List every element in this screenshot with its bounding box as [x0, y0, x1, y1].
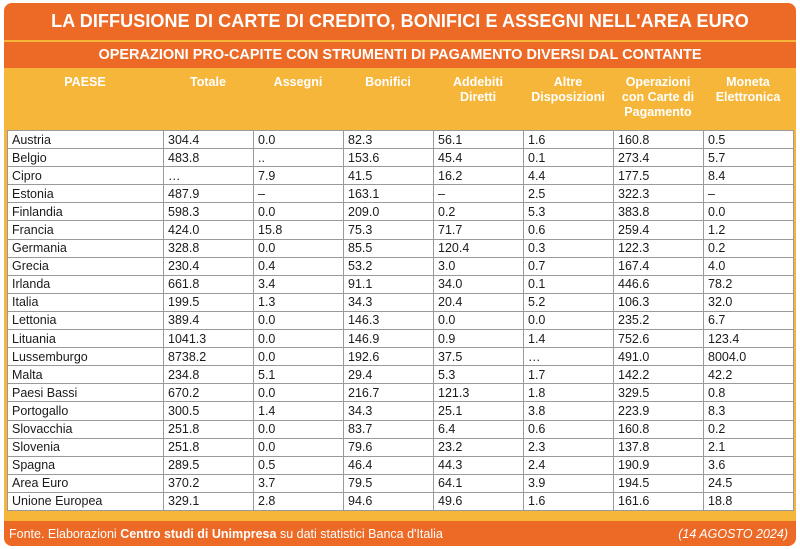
table-row [8, 420, 794, 438]
value-cell: 491.0 [614, 348, 704, 366]
column-header-line: con Carte di [621, 90, 695, 104]
value-cell: 34.3 [344, 402, 434, 420]
value-cell: 251.8 [164, 420, 254, 438]
page-subtitle: OPERAZIONI PRO-CAPITE CON STRUMENTI DI PAGAMENTO DIVERSI DAL CONTANTE [4, 42, 796, 68]
value-cell: 3.8 [524, 402, 614, 420]
table-row [8, 402, 794, 420]
value-cell: 209.0 [344, 203, 434, 221]
country-cell: Unione Europea [8, 492, 164, 510]
table-row [8, 492, 794, 510]
value-cell: 2.8 [254, 492, 344, 510]
value-cell: 1.8 [524, 384, 614, 402]
country-cell: Grecia [8, 257, 164, 275]
value-cell: 1.6 [524, 131, 614, 149]
table-row [8, 239, 794, 257]
value-cell: 167.4 [614, 257, 704, 275]
country-cell: Paesi Bassi [8, 384, 164, 402]
column-header-line [343, 105, 433, 120]
value-cell: 4.4 [524, 167, 614, 185]
column-header-line [7, 90, 163, 105]
source-organization: Centro studi di Unimpresa [120, 526, 277, 541]
value-cell: 0.0 [254, 384, 344, 402]
value-cell: 2.1 [704, 438, 794, 456]
value-cell: – [704, 185, 794, 203]
value-cell: 5.3 [524, 203, 614, 221]
value-cell: 383.8 [614, 203, 704, 221]
value-cell: 146.3 [344, 311, 434, 329]
value-cell: 18.8 [704, 492, 794, 510]
value-cell: 41.5 [344, 167, 434, 185]
footer [4, 521, 796, 546]
country-cell: Belgio [8, 149, 164, 167]
value-cell: 234.8 [164, 366, 254, 384]
column-header [523, 71, 613, 129]
value-cell: 0.0 [254, 311, 344, 329]
value-cell: 123.4 [704, 330, 794, 348]
value-cell: 4.0 [704, 257, 794, 275]
column-header-line: Addebiti [453, 75, 503, 89]
value-cell: 370.2 [164, 474, 254, 492]
value-cell: 42.2 [704, 366, 794, 384]
value-cell: 161.6 [614, 492, 704, 510]
page-title: LA DIFFUSIONE DI CARTE DI CREDITO, BONIFICI E ASSEGNI NELL'AREA EURO [4, 3, 796, 40]
country-cell: Slovenia [8, 438, 164, 456]
table-row [8, 311, 794, 329]
country-cell: Spagna [8, 456, 164, 474]
value-cell: 483.8 [164, 149, 254, 167]
country-cell: Italia [8, 293, 164, 311]
country-cell: Francia [8, 221, 164, 239]
value-cell: 34.0 [434, 275, 524, 293]
column-header-line: Bonifici [365, 75, 411, 89]
value-cell: 2.3 [524, 438, 614, 456]
table-row [8, 438, 794, 456]
column-header [163, 71, 253, 129]
value-cell: 0.0 [704, 203, 794, 221]
value-cell: 8.3 [704, 402, 794, 420]
value-cell: 389.4 [164, 311, 254, 329]
country-cell: Lettonia [8, 311, 164, 329]
column-header-line: Totale [190, 75, 226, 89]
value-cell: 1.4 [524, 330, 614, 348]
country-cell: Irlanda [8, 275, 164, 293]
value-cell: 0.0 [524, 311, 614, 329]
value-cell: 300.5 [164, 402, 254, 420]
value-cell: 79.6 [344, 438, 434, 456]
table-row [8, 275, 794, 293]
value-cell: 0.2 [704, 420, 794, 438]
table-row [8, 131, 794, 149]
column-header [7, 71, 163, 129]
value-cell: – [434, 185, 524, 203]
value-cell: 0.7 [524, 257, 614, 275]
value-cell: 71.7 [434, 221, 524, 239]
value-cell: 3.7 [254, 474, 344, 492]
table-row [8, 257, 794, 275]
value-cell: … [164, 167, 254, 185]
value-cell: 235.2 [614, 311, 704, 329]
data-table [7, 130, 794, 511]
column-header [613, 71, 703, 129]
value-cell: 322.3 [614, 185, 704, 203]
value-cell: 251.8 [164, 438, 254, 456]
source-note [9, 527, 443, 541]
column-header-line [343, 90, 433, 105]
value-cell: 25.1 [434, 402, 524, 420]
country-cell: Estonia [8, 185, 164, 203]
value-cell: 0.0 [254, 420, 344, 438]
value-cell: 661.8 [164, 275, 254, 293]
value-cell: 122.3 [614, 239, 704, 257]
value-cell: 0.0 [254, 131, 344, 149]
value-cell: 163.1 [344, 185, 434, 203]
country-cell: Lituania [8, 330, 164, 348]
value-cell: 2.5 [524, 185, 614, 203]
column-header-line: Pagamento [624, 105, 692, 119]
country-cell: Slovacchia [8, 420, 164, 438]
value-cell: 0.5 [704, 131, 794, 149]
value-cell: 91.1 [344, 275, 434, 293]
value-cell: 199.5 [164, 293, 254, 311]
value-cell: 0.1 [524, 275, 614, 293]
value-cell: 85.5 [344, 239, 434, 257]
infographic-panel [4, 3, 796, 546]
value-cell: 79.5 [344, 474, 434, 492]
value-cell: 45.4 [434, 149, 524, 167]
column-header-line [703, 105, 793, 120]
table-row [8, 384, 794, 402]
value-cell: 29.4 [344, 366, 434, 384]
source-prefix: Fonte. Elaborazioni [9, 526, 121, 541]
value-cell: 0.6 [524, 420, 614, 438]
value-cell: … [524, 348, 614, 366]
table-row [8, 330, 794, 348]
value-cell: 752.6 [614, 330, 704, 348]
value-cell: 0.8 [704, 384, 794, 402]
value-cell: 0.0 [254, 330, 344, 348]
value-cell: 20.4 [434, 293, 524, 311]
value-cell: 44.3 [434, 456, 524, 474]
country-cell: Austria [8, 131, 164, 149]
value-cell: 5.7 [704, 149, 794, 167]
country-cell: Portogallo [8, 402, 164, 420]
table-header [7, 71, 793, 129]
value-cell: 177.5 [614, 167, 704, 185]
table-row [8, 456, 794, 474]
country-cell: Lussemburgo [8, 348, 164, 366]
value-cell: 137.8 [614, 438, 704, 456]
value-cell: 289.5 [164, 456, 254, 474]
value-cell: 8.4 [704, 167, 794, 185]
column-header [433, 71, 523, 129]
value-cell: 24.5 [704, 474, 794, 492]
column-header-line [523, 105, 613, 120]
value-cell: 670.2 [164, 384, 254, 402]
value-cell: 230.4 [164, 257, 254, 275]
column-header-line [253, 90, 343, 105]
column-header-line: Elettronica [715, 90, 781, 104]
column-header-line [163, 90, 253, 105]
value-cell: 0.2 [434, 203, 524, 221]
value-cell: 160.8 [614, 131, 704, 149]
value-cell: 424.0 [164, 221, 254, 239]
value-cell: 216.7 [344, 384, 434, 402]
country-cell: Area Euro [8, 474, 164, 492]
value-cell: 153.6 [344, 149, 434, 167]
table-row [8, 203, 794, 221]
column-header-line: Moneta [726, 75, 770, 89]
value-cell: 5.1 [254, 366, 344, 384]
value-cell: .. [254, 149, 344, 167]
value-cell: 194.5 [614, 474, 704, 492]
value-cell: 1.4 [254, 402, 344, 420]
value-cell: 0.2 [704, 239, 794, 257]
value-cell: 0.0 [434, 311, 524, 329]
value-cell: 146.9 [344, 330, 434, 348]
value-cell: 78.2 [704, 275, 794, 293]
column-header-line [433, 105, 523, 120]
value-cell: 273.4 [614, 149, 704, 167]
column-header-line: Operazioni [625, 75, 691, 89]
value-cell: 5.3 [434, 366, 524, 384]
column-header [253, 71, 343, 129]
value-cell: 1.3 [254, 293, 344, 311]
value-cell: 83.7 [344, 420, 434, 438]
value-cell: – [254, 185, 344, 203]
column-header [703, 71, 793, 129]
table-row [8, 474, 794, 492]
value-cell: 46.4 [344, 456, 434, 474]
value-cell: 8004.0 [704, 348, 794, 366]
value-cell: 3.6 [704, 456, 794, 474]
country-cell: Finlandia [8, 203, 164, 221]
data-table-wrapper [7, 130, 793, 511]
value-cell: 82.3 [344, 131, 434, 149]
value-cell: 6.7 [704, 311, 794, 329]
value-cell: 6.4 [434, 420, 524, 438]
value-cell: 0.3 [524, 239, 614, 257]
value-cell: 1.7 [524, 366, 614, 384]
table-row [8, 293, 794, 311]
value-cell: 120.4 [434, 239, 524, 257]
value-cell: 259.4 [614, 221, 704, 239]
value-cell: 2.4 [524, 456, 614, 474]
value-cell: 5.2 [524, 293, 614, 311]
value-cell: 3.9 [524, 474, 614, 492]
source-suffix: su dati statistici Banca d'Italia [276, 526, 443, 541]
table-row [8, 221, 794, 239]
country-cell: Cipro [8, 167, 164, 185]
value-cell: 106.3 [614, 293, 704, 311]
value-cell: 37.5 [434, 348, 524, 366]
value-cell: 94.6 [344, 492, 434, 510]
table-row [8, 348, 794, 366]
value-cell: 142.2 [614, 366, 704, 384]
publication-date: (14 AGOSTO 2024) [678, 526, 788, 541]
value-cell: 3.0 [434, 257, 524, 275]
value-cell: 0.0 [254, 348, 344, 366]
value-cell: 7.9 [254, 167, 344, 185]
value-cell: 1.6 [524, 492, 614, 510]
value-cell: 15.8 [254, 221, 344, 239]
value-cell: 32.0 [704, 293, 794, 311]
value-cell: 598.3 [164, 203, 254, 221]
value-cell: 75.3 [344, 221, 434, 239]
table-row [8, 167, 794, 185]
column-header-line: Diretti [459, 90, 497, 104]
column-header [343, 71, 433, 129]
value-cell: 0.5 [254, 456, 344, 474]
value-cell: 0.6 [524, 221, 614, 239]
value-cell: 56.1 [434, 131, 524, 149]
value-cell: 0.0 [254, 438, 344, 456]
value-cell: 53.2 [344, 257, 434, 275]
table-row [8, 185, 794, 203]
value-cell: 8738.2 [164, 348, 254, 366]
value-cell: 192.6 [344, 348, 434, 366]
value-cell: 34.3 [344, 293, 434, 311]
value-cell: 64.1 [434, 474, 524, 492]
column-header-line [253, 105, 343, 120]
value-cell: 223.9 [614, 402, 704, 420]
column-header-line [163, 105, 253, 120]
value-cell: 487.9 [164, 185, 254, 203]
value-cell: 1041.3 [164, 330, 254, 348]
value-cell: 3.4 [254, 275, 344, 293]
value-cell: 0.0 [254, 203, 344, 221]
value-cell: 0.9 [434, 330, 524, 348]
value-cell: 0.0 [254, 239, 344, 257]
value-cell: 329.1 [164, 492, 254, 510]
table-row [8, 149, 794, 167]
column-header-line: Altre [553, 75, 583, 89]
value-cell: 446.6 [614, 275, 704, 293]
value-cell: 160.8 [614, 420, 704, 438]
value-cell: 304.4 [164, 131, 254, 149]
column-header-line: PAESE [64, 75, 106, 89]
value-cell: 0.1 [524, 149, 614, 167]
country-cell: Germania [8, 239, 164, 257]
value-cell: 121.3 [434, 384, 524, 402]
value-cell: 1.2 [704, 221, 794, 239]
value-cell: 23.2 [434, 438, 524, 456]
value-cell: 16.2 [434, 167, 524, 185]
value-cell: 329.5 [614, 384, 704, 402]
column-header-line: Disposizioni [531, 90, 605, 104]
value-cell: 190.9 [614, 456, 704, 474]
value-cell: 49.6 [434, 492, 524, 510]
value-cell: 0.4 [254, 257, 344, 275]
column-header-line [7, 105, 163, 120]
table-row [8, 366, 794, 384]
value-cell: 328.8 [164, 239, 254, 257]
column-header-line: Assegni [273, 75, 323, 89]
country-cell: Malta [8, 366, 164, 384]
